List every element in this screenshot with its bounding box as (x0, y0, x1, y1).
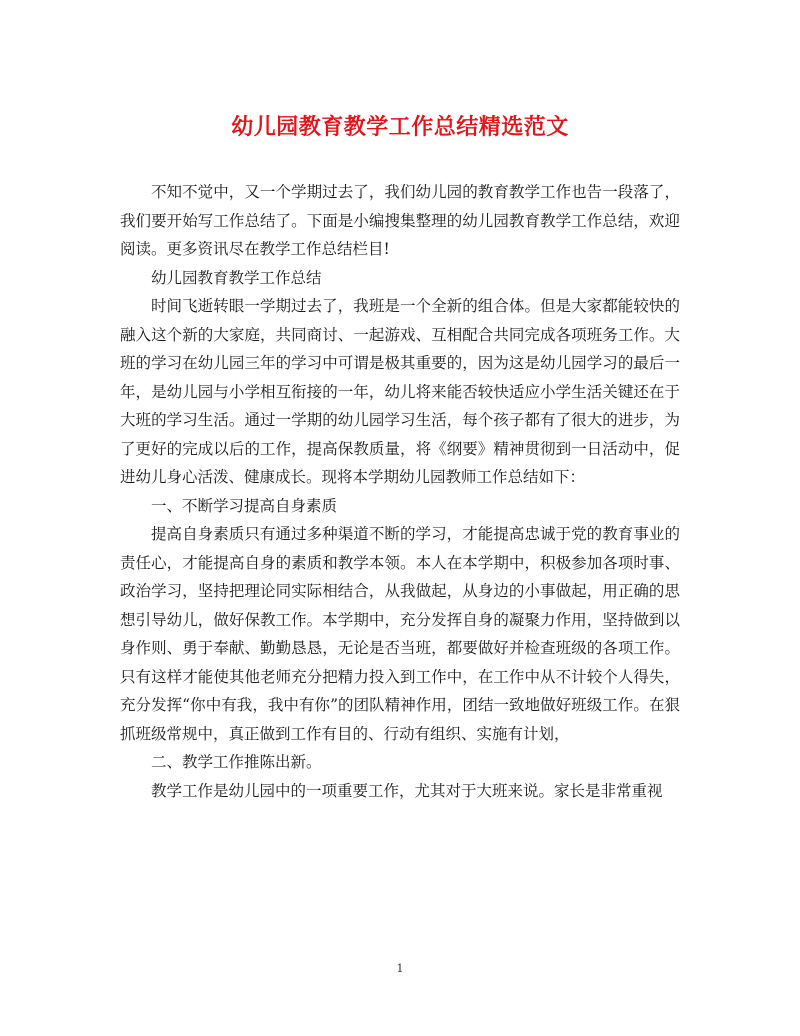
section-heading-summary: 幼儿园教育教学工作总结 (151, 268, 322, 287)
body-paragraph: 时间飞逝转眼一学期过去了，我班是一个全新的组合体。但是大家都能较快的融入这个新的大家庭，共同商讨、一起游戏、互相配合共同完成各项班务工作。大班的学习在幼儿园三年的学习中可谓是极其重要的，因为这是幼儿园学习的最后一年，是幼儿园与小学相互衔接的一年，幼儿将来能否较快适应小学生活关键还在于大班的学习生活。通过一学期的幼儿园学习生活，每个孩子都有了很大的进步，为了更好的完成以后的工作，提高保教质量，将《纲要》精神贯彻到一日活动中，促进幼儿身心活泼、健康成长。现将本学期幼儿园教师工作总结如下： (120, 297, 680, 486)
body-paragraph: 教学工作是幼儿园中的一项重要工作，尤其对于大班来说。家长是非常重视 (151, 781, 663, 800)
intro-paragraph: 不知不觉中，又一个学期过去了，我们幼儿园的教育教学工作也告一段落了，我们要开始写工作总结了。下面是小编搜集整理的幼儿园教育教学工作总结，欢迎阅读。更多资讯尽在教学工作总结栏目! (120, 183, 680, 258)
document-body (120, 178, 680, 805)
section-heading-2: 二、教学工作推陈出新。 (151, 753, 322, 771)
document-title: 幼儿园教育教学工作总结精选范文 (231, 114, 569, 140)
page-number: 1 (396, 962, 404, 975)
section-heading-1: 一、不断学习提高自身素质 (151, 496, 338, 515)
body-paragraph: 提高自身素质只有通过多种渠道不断的学习，才能提高忠诚于党的教育事业的责任心，才能提高自身的素质和教学本领。本人在本学期中，积极参加各项时事、政治学习，坚持把理论同实际相结合，从我做起，从身边的小事做起，用正确的思想引导幼儿，做好保教工作。本学期中，充分发挥自身的凝聚力作用，坚持做到以身作则、勇于奉献、勤勤恳恳，无论是否当班，都要做好并检查班级的各项工作。只有这样才能使其他老师充分把精力投入到工作中，在工作中从不计较个人得失，充分发挥“你中有我，我中有你”的团队精神作用，团结一致地做好班级工作。在狠抓班级常规中，真正做到工作有目的、行动有组织、实施有计划， (120, 525, 680, 743)
